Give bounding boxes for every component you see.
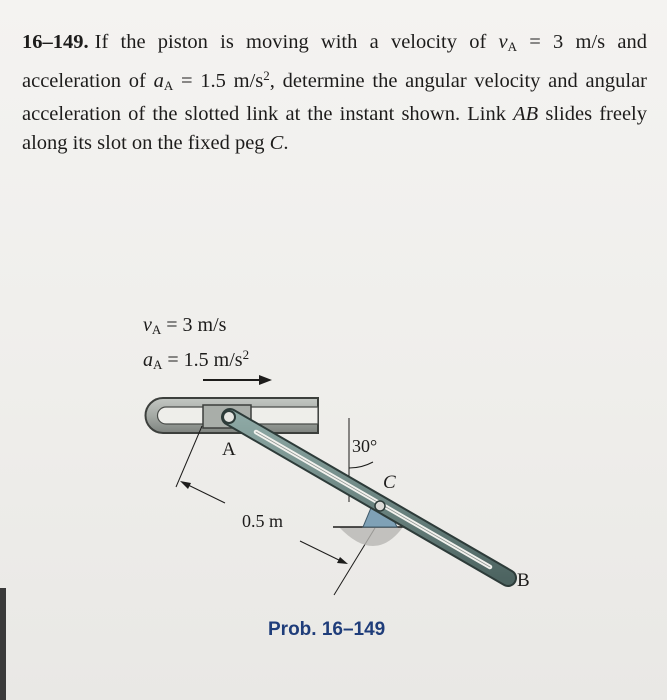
problem-text-part: , determine the angular velocity and angular acceleration of the slotted link at the instant shown. Link: [22, 70, 647, 125]
motion-arrow-icon: [203, 375, 272, 385]
distance-label: 0.5 m: [242, 511, 284, 531]
velocity-label: $v_A = 3$ m/s: [143, 314, 227, 337]
angle-label: 30°: [352, 436, 378, 456]
problem-text-part: = 3 m/s and acceleration of: [22, 31, 647, 92]
acceleration-superscript: 2: [263, 68, 270, 83]
problem-number: 16–149.: [22, 31, 89, 53]
acceleration-subscript: A: [163, 78, 174, 93]
label-b: B: [517, 570, 530, 591]
problem-text-part: = 1.5 m/s: [173, 70, 264, 92]
label-c: C: [383, 472, 396, 493]
page-edge: [0, 588, 6, 700]
pin-a: [223, 411, 235, 423]
problem-text-part: slides freely along its slot on the fixed peg: [22, 103, 647, 154]
angle-arc: [349, 462, 373, 468]
velocity-symbol: v: [498, 31, 508, 53]
problem-text-part: .: [283, 132, 289, 154]
acceleration-symbol: a: [153, 70, 164, 92]
velocity-subscript: A: [507, 39, 518, 54]
peg-name: C: [269, 132, 284, 154]
peg-c: [375, 501, 385, 511]
label-a: A: [222, 439, 236, 460]
problem-text-part: If the piston is moving with a velocity of: [94, 31, 499, 53]
link-name: AB: [513, 103, 539, 125]
figure-caption: Prob. 16–149: [268, 619, 386, 640]
acceleration-label: $a_A = 1.5$ $m/s^2$: [143, 347, 250, 372]
